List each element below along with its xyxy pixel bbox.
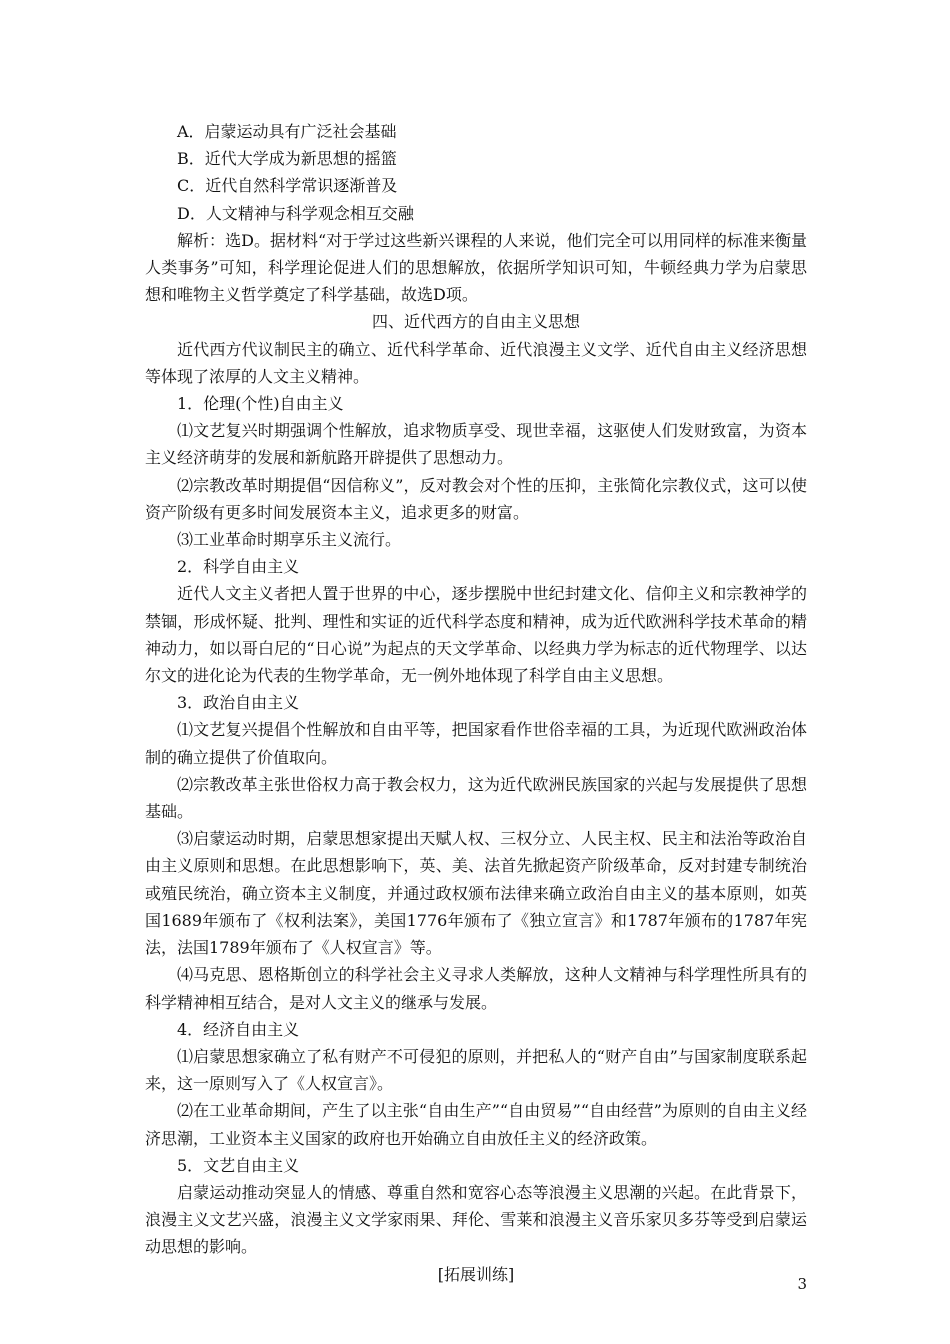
extension-training-heading: [拓展训练] [437,1264,515,1284]
subsection-title-1: 1．伦理(个性)自由主义 [177,394,344,414]
option-b: B．近代大学成为新思想的摇篮 [177,149,397,169]
analysis-paragraph: 解析：选D。据材料“对于学过这些新兴课程的人来说，他们完全可以用同样的标准来衡量人类事务”可知，科学理论促进人们的思想解放，依据所学知识可知，牛顿经典力学为启蒙思想和唯物主义哲学奠定了科学基础，故选D项。 [145,230,807,305]
subsection-title-4: 4．经济自由主义 [177,1019,300,1039]
option-d: D．人文精神与科学观念相互交融 [177,203,414,223]
page-number: 3 [797,1275,807,1293]
subsection-title-3: 3．政治自由主义 [177,693,300,713]
option-c: C．近代自然科学常识逐渐普及 [177,176,398,196]
paragraph-3-3: ⑶启蒙运动时期，启蒙思想家提出天赋人权、三权分立、人民主权、民主和法治等政治自由主义原则和思想。在此思想影响下，英、美、法首先掀起资产阶级革命，反对封建专制统治或殖民统治，确立资本主义制度，并通过政权颁布法律来确立政治自由主义的基本原则，如英国1689年颁布了《权利法案》，美国1776年颁布了《独立宣言》和1787年颁布的1787年宪法，法国1789年颁布了《人权宣言》等。 [145,829,807,958]
paragraph-3-4: ⑷马克思、恩格斯创立的科学社会主义寻求人类解放，这种人文精神与科学理性所具有的科学精神相互结合，是对人文主义的继承与发展。 [145,965,807,1012]
subsection-title-5: 5．文艺自由主义 [177,1155,300,1175]
intro-paragraph: 近代西方代议制民主的确立、近代科学革命、近代浪漫主义文学、近代自由主义经济思想等体现了浓厚的人文主义精神。 [145,339,807,386]
paragraph-4-2: ⑵在工业革命期间，产生了以主张“自由生产”“自由贸易”“自由经营”为原则的自由主义经济思潮，工业资本主义国家的政府也开始确立自由放任主义的经济政策。 [145,1101,807,1148]
paragraph-3-1: ⑴文艺复兴提倡个性解放和自由平等，把国家看作世俗幸福的工具，为近现代欧洲政治体制的确立提供了价值取向。 [145,720,807,767]
paragraph-4-1: ⑴启蒙思想家确立了私有财产不可侵犯的原则，并把私人的“财产自由”与国家制度联系起来，这一原则写入了《人权宣言》。 [145,1046,807,1094]
paragraph-1-1: ⑴文艺复兴时期强调个性解放，追求物质享受、现世幸福，这驱使人们发财致富，为资本主义经济萌芽的发展和新航路开辟提供了思想动力。 [145,421,807,468]
paragraph-3-2: ⑵宗教改革主张世俗权力高于教会权力，这为近代欧洲民族国家的兴起与发展提供了思想基础。 [145,774,807,822]
paragraph-5-1: 启蒙运动推动突显人的情感、尊重自然和宽容心态等浪漫主义思潮的兴起。在此背景下，浪漫主义文艺兴盛，浪漫主义文学家雨果、拜伦、雪莱和浪漫主义音乐家贝多芬等受到启蒙运动思想的影响。 [145,1182,807,1257]
paragraph-1-2: ⑵宗教改革时期提倡“因信称义”，反对教会对个性的压抑，主张简化宗教仪式，这可以使资产阶级有更多时间发展资本主义，追求更多的财富。 [145,475,807,522]
option-a: A．启蒙运动具有广泛社会基础 [177,122,397,141]
paragraph-2-1: 近代人文主义者把人置于世界的中心，逐步摆脱中世纪封建文化、信仰主义和宗教神学的禁锢，形成怀疑、批判、理性和实证的近代科学态度和精神，成为近代欧洲科学技术革命的精神动力，如以哥白尼的“日心说”为起点的天文学革命、以经典力学为标志的近代物理学、以达尔文的进化论为代表的生物学革命，无一例外地体现了科学自由主义思想。 [145,584,807,686]
page-content [145,118,807,1288]
paragraph-1-3: ⑶工业革命时期享乐主义流行。 [177,530,402,550]
subsection-title-2: 2．科学自由主义 [177,557,300,577]
section-title: 四、近代西方的自由主义思想 [371,312,580,332]
